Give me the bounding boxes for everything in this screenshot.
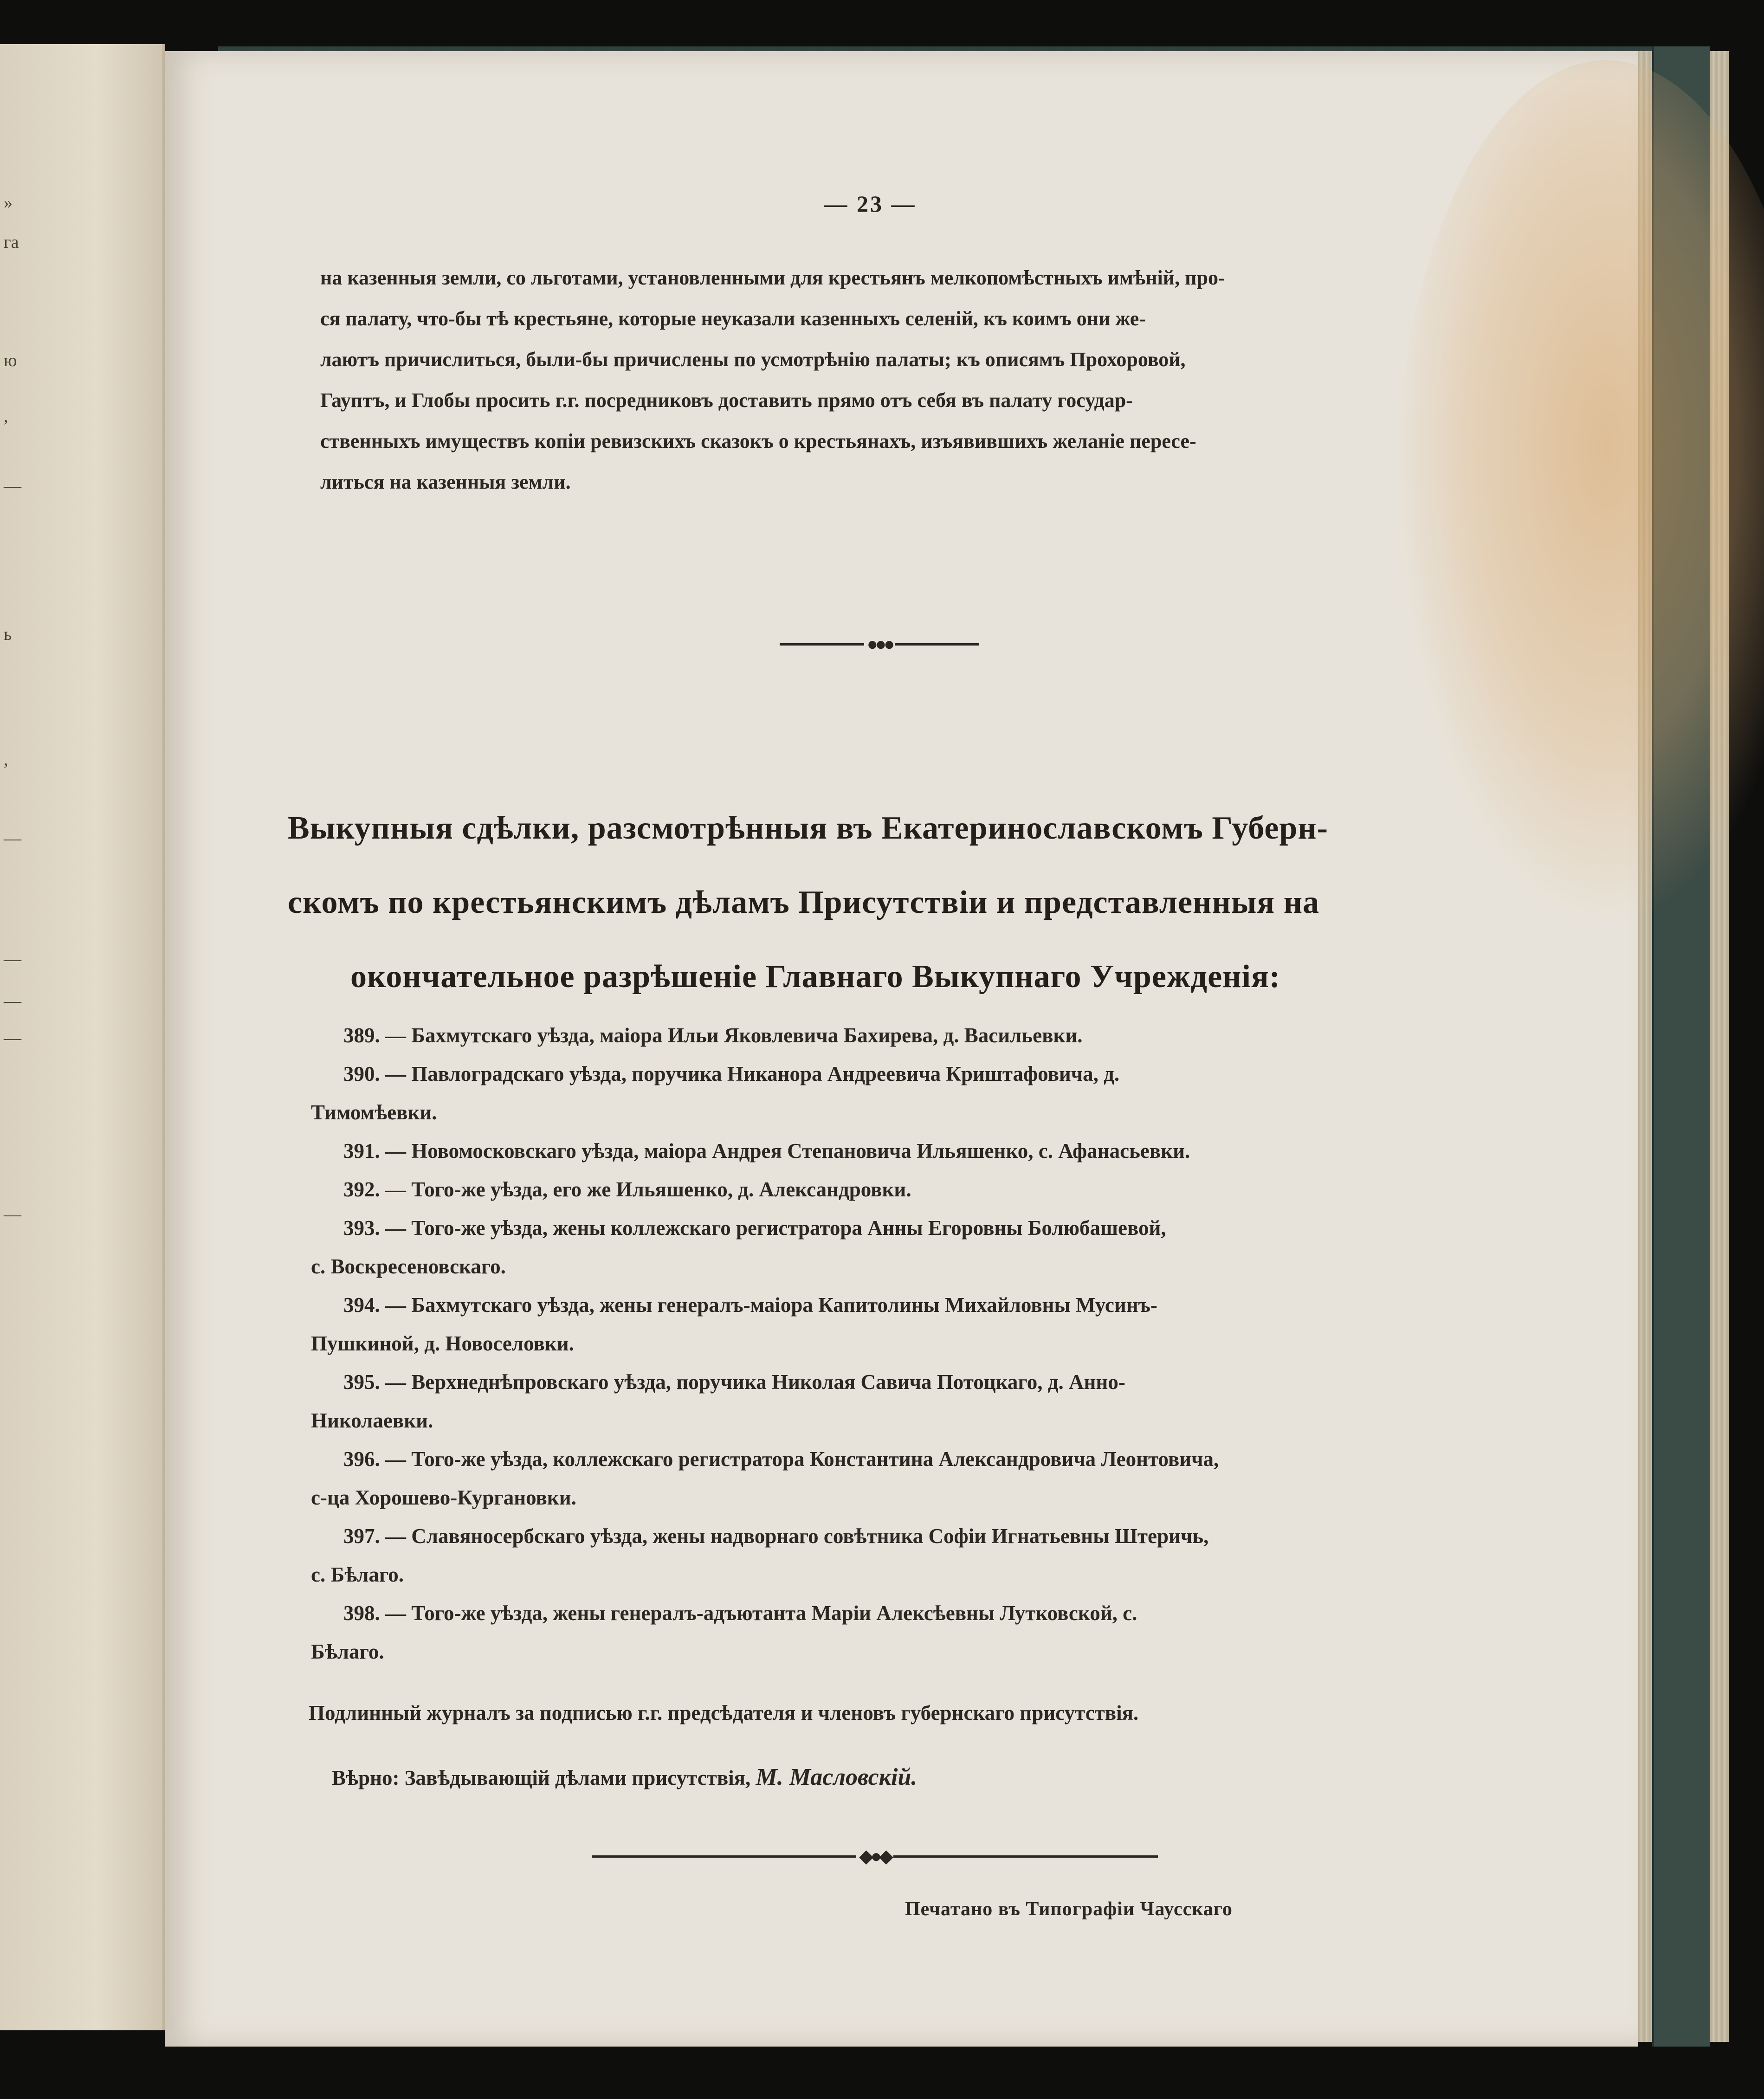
divider-rule: [895, 643, 979, 646]
heading-line: Выкупныя сдѣлки, разсмотрѣнныя въ Екатеринославскомъ Губерн-: [288, 810, 1328, 846]
entry-line: 394. — Бахмутскаго уѣзда, жены генералъ-маіора Капитолины Михайловны Мусинъ-: [343, 1293, 1157, 1317]
entry-continuation: Тимомѣевки.: [311, 1101, 437, 1124]
entry-line: 398. — Того-же уѣзда, жены генералъ-адъютанта Маріи Алексѣевны Лутковской, с.: [343, 1602, 1137, 1625]
divider-flourish-icon: ●●●: [866, 633, 892, 654]
entry-line: 393. — Того-же уѣзда, жены коллежскаго регистратора Анны Егоровны Болюбашевой,: [343, 1216, 1166, 1240]
left-page-fragment: —: [4, 476, 21, 496]
closing-divider-ornament: [592, 1846, 1158, 1866]
left-page-fragment: га: [4, 233, 19, 252]
entry-continuation: с-ца Хорошево-Кургановки.: [311, 1486, 576, 1509]
continuation-paragraph: [320, 258, 1434, 503]
signature: М. Масловскій.: [756, 1764, 918, 1790]
entry-line: 391. — Новомосковскаго уѣзда, маіора Андрея Степановича Ильяшенко, с. Афанасьевки.: [343, 1139, 1190, 1163]
divider-rule: [592, 1855, 856, 1858]
paragraph-line: ственныхъ имуществъ копіи ревизскихъ сказокъ о крестьянахъ, изъявившихъ желаніе пересе-: [320, 430, 1196, 452]
heading-line: окончательное разрѣшеніе Главнаго Выкупнаго Учрежденія:: [350, 959, 1281, 995]
entry-continuation: с. Бѣлаго.: [311, 1563, 404, 1586]
left-page-fragment: ,: [4, 750, 8, 769]
page-number: — 23 —: [824, 191, 917, 217]
left-page-fragment: —: [4, 949, 21, 969]
paragraph-line: ся палату, что-бы тѣ крестьяне, которые неуказали казенныхъ селеній, къ коимъ они же-: [320, 307, 1146, 330]
entry-line: 395. — Верхнеднѣпровскаго уѣзда, поручика Николая Савича Потоцкаго, д. Анно-: [343, 1370, 1125, 1394]
journal-note: Подлинный журналъ за подписью г.г. предсѣдателя и членовъ губернскаго присутствія.: [309, 1701, 1139, 1724]
section-heading: [288, 791, 1471, 1014]
entry-continuation: Николаевки.: [311, 1409, 433, 1432]
heading-line: скомъ по крестьянскимъ дѣламъ Присутствіи и представленныя на: [288, 885, 1320, 920]
left-page-fragment: ,: [4, 407, 8, 426]
paragraph-line: литься на казенныя земли.: [320, 471, 571, 493]
section-divider-ornament: [780, 633, 979, 654]
paragraph-line: Гауптъ, и Глобы просить г.г. посредниковъ доставить прямо отъ себя въ палату государ-: [320, 389, 1133, 412]
verification-text: Вѣрно: Завѣдывающій дѣлами присутствія,: [332, 1766, 751, 1789]
verification-line: [332, 1763, 1492, 1791]
left-page-fragment: »: [4, 193, 13, 213]
transaction-list: [311, 1016, 1439, 1671]
entry-line: 392. — Того-же уѣзда, его же Ильяшенко, д. Александровки.: [343, 1178, 911, 1201]
entry-continuation: Пушкиной, д. Новоселовки.: [311, 1332, 574, 1355]
entry-continuation: с. Воскресеновскаго.: [311, 1255, 506, 1278]
entry-line: 390. — Павлоградскаго уѣзда, поручика Никанора Андреевича Криштафовича, д.: [343, 1062, 1120, 1085]
left-page-edge: [0, 44, 165, 2030]
left-page-fragment: —: [4, 829, 21, 848]
entry-line: 389. — Бахмутскаго уѣзда, маіора Ильи Яковлевича Бахирева, д. Васильевки.: [343, 1024, 1083, 1047]
left-page-fragment: ь: [4, 625, 12, 644]
divider-rule: [893, 1855, 1158, 1858]
paragraph-line: на казенныя земли, со льготами, установленными для крестьянъ мелкопомѣстныхъ имѣній, про-: [320, 266, 1225, 289]
left-page-fragment: —: [4, 1205, 21, 1224]
printer-imprint: Печатано въ Типографіи Чаусскаго: [905, 1899, 1233, 1920]
entry-line: 397. — Славяносербскаго уѣзда, жены надворнаго совѣтника Софіи Игнатьевны Штеричь,: [343, 1524, 1209, 1548]
left-page-fragment: ю: [4, 351, 17, 370]
left-page-fragment: —: [4, 1028, 21, 1048]
entry-line: 396. — Того-же уѣзда, коллежскаго регистратора Константина Александровича Леонтовича,: [343, 1447, 1219, 1471]
left-page-fragment: —: [4, 991, 21, 1011]
divider-rule: [780, 643, 864, 646]
divider-flourish-icon: ◆●◆: [859, 1846, 891, 1866]
entry-continuation: Бѣлаго.: [311, 1640, 384, 1663]
paragraph-line: лаютъ причислиться, были-бы причислены по усмотрѣнію палаты; къ описямъ Прохоровой,: [320, 348, 1186, 371]
